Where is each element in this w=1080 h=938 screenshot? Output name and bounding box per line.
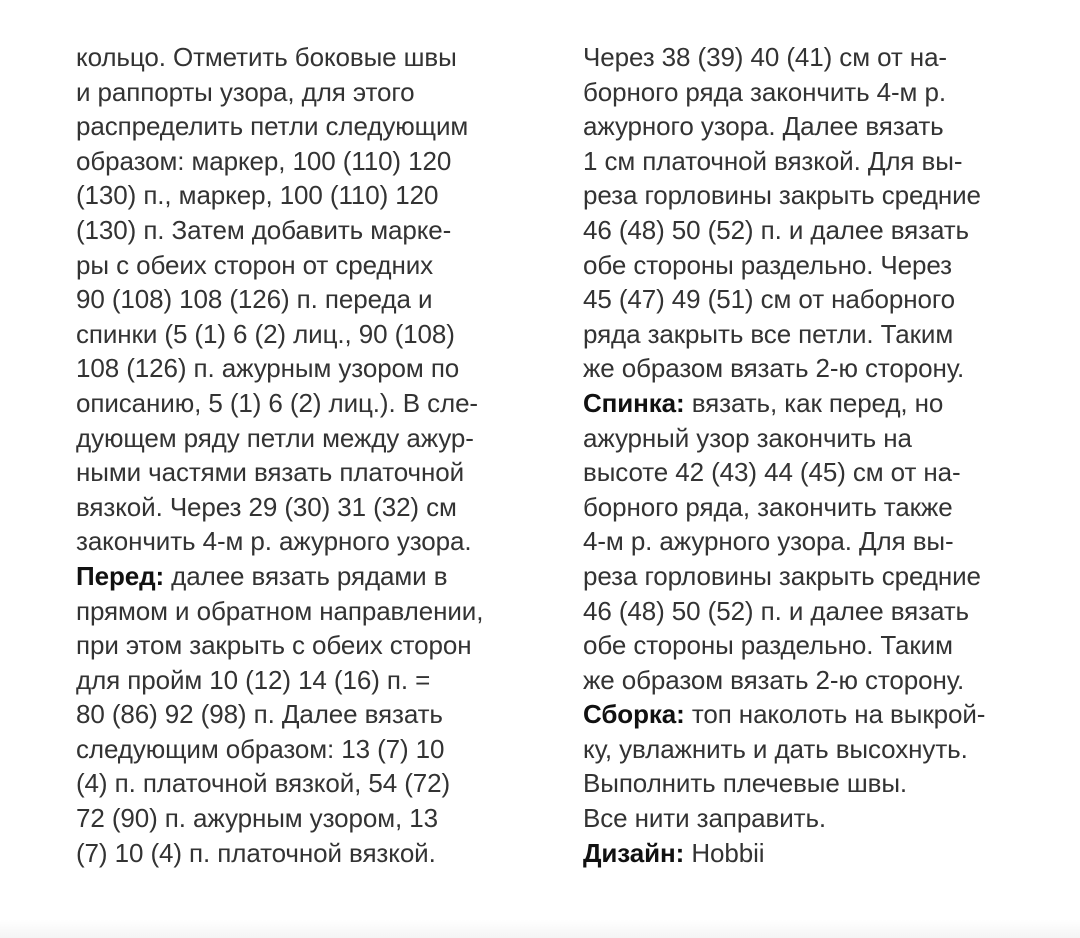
line-text: 90 (108) 108 (126) п. переда и	[76, 284, 433, 315]
line-text: ажурного узора. Далее вязать	[583, 111, 944, 142]
section-heading: Спинка:	[583, 387, 685, 418]
line-text: 80 (86) 92 (98) п. Далее вязать	[76, 699, 443, 730]
line-text: 108 (126) п. ажурным узором по	[76, 353, 460, 384]
text-line	[583, 559, 1063, 594]
text-line	[76, 663, 554, 698]
line-text: борного ряда закончить 4-м р.	[583, 76, 946, 107]
text-line	[583, 144, 1063, 179]
line-text: закончить 4-м р. ажурного узора.	[76, 526, 472, 557]
text-line	[583, 351, 1063, 386]
section-heading: Перед:	[76, 560, 165, 591]
line-text: же образом вязать 2-ю сторону.	[583, 664, 965, 695]
text-line	[76, 421, 554, 456]
text-line	[583, 282, 1063, 317]
line-text: вязкой. Через 29 (30) 31 (32) см	[76, 491, 457, 522]
text-line	[583, 766, 1063, 801]
text-line	[583, 490, 1063, 525]
text-line	[583, 248, 1063, 283]
line-text: ными частями вязать платочной	[76, 457, 465, 488]
line-text: ряда закрыть все петли. Таким	[583, 318, 954, 349]
line-text: ажурный узор закончить на	[583, 422, 912, 453]
line-text: топ наколоть на выкрой-	[684, 699, 986, 730]
text-line	[583, 732, 1063, 767]
text-line	[76, 75, 554, 110]
line-text: Выполнить плечевые швы.	[583, 768, 908, 799]
section-heading: Сборка:	[583, 699, 685, 730]
text-line	[76, 248, 554, 283]
line-text: и раппорты узора, для этого	[76, 76, 415, 107]
line-text: 1 см платочной вязкой. Для вы-	[583, 145, 963, 176]
line-text: реза горловины закрыть средние	[583, 560, 981, 591]
text-line	[76, 628, 554, 663]
text-line	[583, 178, 1063, 213]
line-text: распределить петли следующим	[76, 111, 469, 142]
line-text: описанию, 5 (1) 6 (2) лиц.). В сле-	[76, 387, 478, 418]
section-heading: Дизайн:	[583, 837, 685, 868]
text-line	[76, 386, 554, 421]
line-text: ры с обеих сторон от средних	[76, 249, 434, 280]
text-line	[76, 697, 554, 732]
text-line	[76, 594, 554, 629]
text-line	[76, 109, 554, 144]
text-line	[583, 801, 1063, 836]
line-text: обе стороны раздельно. Через	[583, 249, 952, 280]
text-line	[76, 559, 554, 594]
line-text: борного ряда, закончить также	[583, 491, 953, 522]
text-line	[76, 524, 554, 559]
text-line	[583, 628, 1063, 663]
text-line	[583, 455, 1063, 490]
text-line	[76, 801, 554, 836]
line-text: ку, увлажнить и дать высохнуть.	[583, 733, 968, 764]
line-text: 46 (48) 50 (52) п. и далее вязать	[583, 595, 969, 626]
line-text: дующем ряду петли между ажур-	[76, 422, 474, 453]
line-text: обе стороны раздельно. Таким	[583, 630, 953, 661]
text-line	[76, 351, 554, 386]
text-line	[76, 490, 554, 525]
line-text: (130) п. Затем добавить марке-	[76, 214, 452, 245]
line-text: вязать, как перед, но	[684, 387, 944, 418]
text-line	[583, 421, 1063, 456]
line-text: прямом и обратном направлении,	[76, 595, 484, 626]
text-line	[583, 663, 1063, 698]
text-line	[583, 213, 1063, 248]
line-text: следующим образом: 13 (7) 10	[76, 733, 445, 764]
line-text: спинки (5 (1) 6 (2) лиц., 90 (108)	[76, 318, 455, 349]
text-line	[76, 213, 554, 248]
line-text: далее вязать рядами в	[164, 560, 448, 591]
text-line	[76, 178, 554, 213]
line-text: (130) п., маркер, 100 (110) 120	[76, 180, 439, 211]
line-text: (7) 10 (4) п. платочной вязкой.	[76, 837, 436, 868]
line-text: образом: маркер, 100 (110) 120	[76, 145, 452, 176]
line-text: реза горловины закрыть средние	[583, 180, 981, 211]
text-line	[76, 732, 554, 767]
right-text-column	[583, 40, 1063, 870]
text-line	[583, 40, 1063, 75]
text-line	[583, 524, 1063, 559]
text-line	[76, 40, 554, 75]
line-text: высоте 42 (43) 44 (45) см от на-	[583, 457, 961, 488]
line-text: 45 (47) 49 (51) см от наборного	[583, 284, 956, 315]
line-text: (4) п. платочной вязкой, 54 (72)	[76, 768, 451, 799]
line-text: при этом закрыть с обеих сторон	[76, 630, 472, 661]
line-text: Через 38 (39) 40 (41) см от на-	[583, 42, 947, 72]
text-line	[583, 109, 1063, 144]
line-text: для пройм 10 (12) 14 (16) п. =	[76, 664, 431, 695]
line-text: кольцо. Отметить боковые швы	[76, 42, 457, 72]
line-text: Все нити заправить.	[583, 803, 827, 834]
text-line	[583, 317, 1063, 352]
text-line	[76, 144, 554, 179]
text-line	[76, 282, 554, 317]
line-text: 46 (48) 50 (52) п. и далее вязать	[583, 214, 969, 245]
text-line	[76, 766, 554, 801]
text-line	[583, 386, 1063, 421]
text-line	[583, 75, 1063, 110]
left-text-column	[76, 40, 554, 870]
text-line	[583, 594, 1063, 629]
line-text: 4-м р. ажурного узора. Для вы-	[583, 526, 954, 557]
line-text: Hobbii	[684, 837, 765, 868]
text-line	[76, 455, 554, 490]
line-text: 72 (90) п. ажурным узором, 13	[76, 803, 438, 834]
text-line	[76, 317, 554, 352]
text-line	[583, 836, 1063, 871]
page-bottom-edge	[0, 920, 1080, 938]
text-line	[76, 836, 554, 871]
line-text: же образом вязать 2-ю сторону.	[583, 353, 965, 384]
text-line	[583, 697, 1063, 732]
